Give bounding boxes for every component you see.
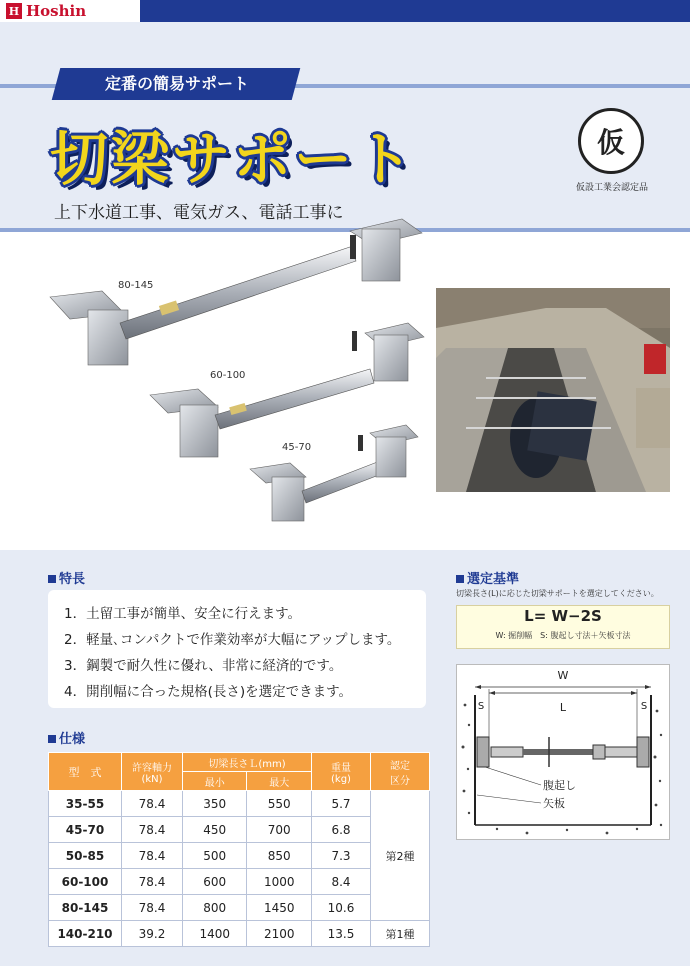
cell-min: 350 bbox=[183, 791, 247, 817]
cell-model: 45-70 bbox=[49, 817, 122, 843]
product-label-45-70: 45-70 bbox=[282, 442, 312, 453]
cell-weight: 13.5 bbox=[312, 921, 371, 947]
cell-axial: 78.4 bbox=[122, 817, 183, 843]
diagram-label-w: W bbox=[557, 669, 569, 682]
diagram-label-l: L bbox=[559, 701, 567, 714]
certification-mark: 仮 bbox=[596, 126, 625, 159]
criteria-heading: 選定基準 bbox=[456, 568, 519, 587]
cell-weight: 6.8 bbox=[312, 817, 371, 843]
header-min: 最小 bbox=[183, 772, 247, 791]
cell-axial: 78.4 bbox=[122, 869, 183, 895]
feature-item-1: 1．土留工事が簡単、安全に行えます。 bbox=[64, 606, 302, 622]
brand-logo bbox=[0, 0, 140, 22]
page-title: 切梁サポート bbox=[50, 125, 417, 193]
header-weight: 重量 (kg) bbox=[312, 753, 371, 791]
formula: L= W−2S bbox=[524, 607, 602, 625]
cell-axial: 78.4 bbox=[122, 843, 183, 869]
selection-diagram bbox=[456, 664, 670, 840]
cell-model: 140-210 bbox=[49, 921, 122, 947]
specs-heading: 仕様 bbox=[48, 728, 85, 747]
cell-axial: 78.4 bbox=[122, 791, 183, 817]
cell-max: 700 bbox=[247, 817, 312, 843]
cell-max: 1000 bbox=[247, 869, 312, 895]
feature-item-2: 2．軽量､コンパクトで作業効率が大幅にアップします。 bbox=[64, 632, 401, 648]
formula-note: W: 掘削幅 S: 腹起し寸法＋矢板寸法 bbox=[495, 631, 631, 640]
cell-max: 550 bbox=[247, 791, 312, 817]
feature-item-4: 4．開削幅に合った規格(長さ)を選定できます。 bbox=[64, 684, 353, 700]
certification-label: 仮設工業会認定品 bbox=[575, 183, 648, 193]
cell-grade-first: 第1種 bbox=[371, 921, 430, 947]
certification-badge-icon bbox=[578, 108, 644, 174]
page-subtitle: 上下水道工事、電気ガス、電話工事に bbox=[54, 203, 344, 223]
cell-axial: 39.2 bbox=[122, 921, 183, 947]
header-max: 最大 bbox=[247, 772, 312, 791]
features-heading: 特長 bbox=[48, 568, 85, 587]
cell-min: 600 bbox=[183, 869, 247, 895]
table-row bbox=[49, 921, 430, 947]
diagram-label-s-right: S bbox=[640, 701, 648, 712]
cell-max: 2100 bbox=[247, 921, 312, 947]
table-row bbox=[49, 791, 430, 817]
diagram-label-s-left: S bbox=[477, 701, 485, 712]
header-length: 切梁長さＬ(mm) bbox=[183, 753, 312, 772]
product-label-60-100: 60-100 bbox=[210, 370, 246, 381]
cell-model: 60-100 bbox=[49, 869, 122, 895]
cell-model: 35-55 bbox=[49, 791, 122, 817]
header-axial: 許容軸力 (kN) bbox=[122, 753, 183, 791]
cell-axial: 78.4 bbox=[122, 895, 183, 921]
cell-weight: 7.3 bbox=[312, 843, 371, 869]
diagram-label-waler: 腹起し bbox=[543, 779, 576, 792]
diagram-label-sheet: 矢板 bbox=[543, 797, 565, 810]
cell-min: 800 bbox=[183, 895, 247, 921]
cell-weight: 5.7 bbox=[312, 791, 371, 817]
cell-max: 850 bbox=[247, 843, 312, 869]
support-80-145 bbox=[50, 219, 422, 365]
cell-weight: 10.6 bbox=[312, 895, 371, 921]
cell-model: 80-145 bbox=[49, 895, 122, 921]
logo-mark-icon: H bbox=[6, 3, 22, 19]
criteria-description: 切梁長さ(L)に応じた切梁サポートを選定してください。 bbox=[456, 589, 659, 598]
cell-min: 1400 bbox=[183, 921, 247, 947]
product-label-80-145: 80-145 bbox=[118, 280, 154, 291]
cell-weight: 8.4 bbox=[312, 869, 371, 895]
support-45-70 bbox=[250, 425, 418, 521]
header-grade: 認定 区分 bbox=[371, 753, 430, 791]
brand-name: Hoshin bbox=[26, 2, 87, 20]
header-model: 型 式 bbox=[49, 753, 122, 791]
tagline: 定番の簡易サポート bbox=[104, 74, 249, 93]
spec-table bbox=[48, 752, 430, 947]
cell-grade-second: 第2種 bbox=[371, 791, 430, 921]
site-photo bbox=[436, 288, 670, 492]
cell-model: 50-85 bbox=[49, 843, 122, 869]
cell-min: 450 bbox=[183, 817, 247, 843]
cell-min: 500 bbox=[183, 843, 247, 869]
feature-item-3: 3．鋼製で耐久性に優れ、非常に経済的です。 bbox=[64, 658, 343, 674]
cell-max: 1450 bbox=[247, 895, 312, 921]
